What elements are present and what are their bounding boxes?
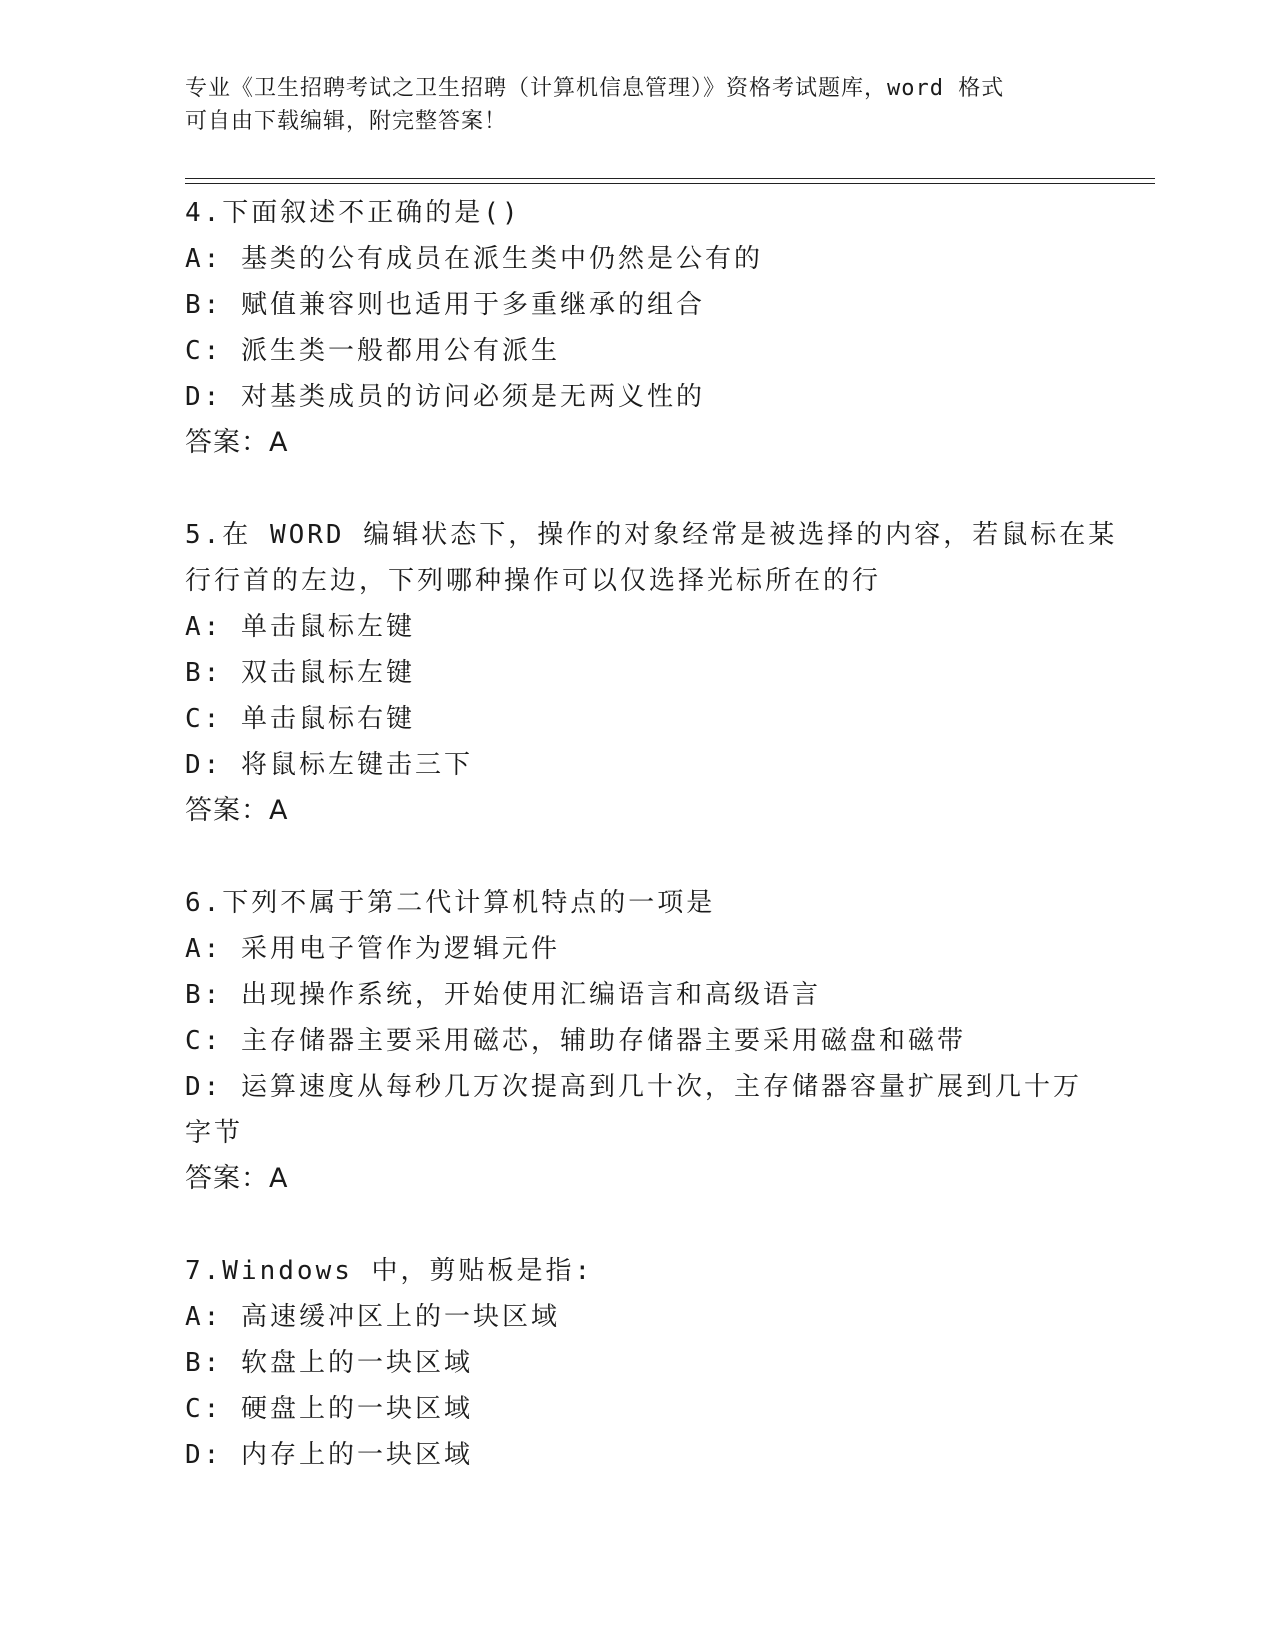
- question-block: [185, 512, 1118, 834]
- answer-option: C: 派生类一般都用公有派生: [185, 336, 560, 366]
- answer-option: 字节: [185, 1118, 244, 1148]
- answer-option: A: 基类的公有成员在派生类中仍然是公有的: [185, 244, 763, 274]
- answer-option: D: 对基类成员的访问必须是无两义性的: [185, 382, 705, 412]
- question-stem: 7.Windows 中，剪贴板是指:: [185, 1256, 594, 1286]
- question-block: [185, 880, 1085, 1202]
- question-spacer: [185, 1202, 1085, 1248]
- question-spacer: [185, 834, 1085, 880]
- answer-option: B: 赋值兼容则也适用于多重继承的组合: [185, 290, 705, 320]
- question-spacer: [185, 466, 1085, 512]
- question-list: [185, 190, 1118, 1478]
- header-line-1: 专业《卫生招聘考试之卫生招聘（计算机信息管理）》资格考试题库，word 格式: [185, 76, 1005, 101]
- answer-key: 答案：A: [185, 795, 289, 826]
- answer-option: B: 软盘上的一块区域: [185, 1348, 473, 1378]
- header-divider-bottom: [185, 183, 1155, 184]
- answer-option: D: 运算速度从每秒几万次提高到几十次，主存储器容量扩展到几十万: [185, 1072, 1082, 1102]
- question-stem: 4.下面叙述不正确的是(): [185, 198, 521, 228]
- answer-option: C: 主存储器主要采用磁芯，辅助存储器主要采用磁盘和磁带: [185, 1026, 966, 1056]
- answer-option: A: 采用电子管作为逻辑元件: [185, 934, 560, 964]
- question-stem: 5.在 WORD 编辑状态下，操作的对象经常是被选择的内容，若鼠标在某: [185, 520, 1118, 550]
- answer-option: D: 将鼠标左键击三下: [185, 750, 473, 780]
- answer-option: B: 双击鼠标左键: [185, 658, 415, 688]
- question-block: [185, 1248, 1085, 1478]
- answer-option: A: 单击鼠标左键: [185, 612, 415, 642]
- question-block: [185, 190, 1085, 466]
- document-header: [185, 72, 1085, 138]
- answer-key: 答案：A: [185, 427, 289, 458]
- answer-key: 答案：A: [185, 1163, 289, 1194]
- answer-option: C: 单击鼠标右键: [185, 704, 415, 734]
- answer-option: C: 硬盘上的一块区域: [185, 1394, 473, 1424]
- header-divider-top: [185, 178, 1155, 179]
- header-line-2: 可自由下载编辑，附完整答案！: [185, 109, 508, 134]
- question-stem: 6.下列不属于第二代计算机特点的一项是: [185, 888, 716, 918]
- answer-option: A: 高速缓冲区上的一块区域: [185, 1302, 560, 1332]
- question-stem: 行行首的左边，下列哪种操作可以仅选择光标所在的行: [185, 566, 882, 596]
- answer-option: B: 出现操作系统，开始使用汇编语言和高级语言: [185, 980, 821, 1010]
- answer-option: D: 内存上的一块区域: [185, 1440, 473, 1470]
